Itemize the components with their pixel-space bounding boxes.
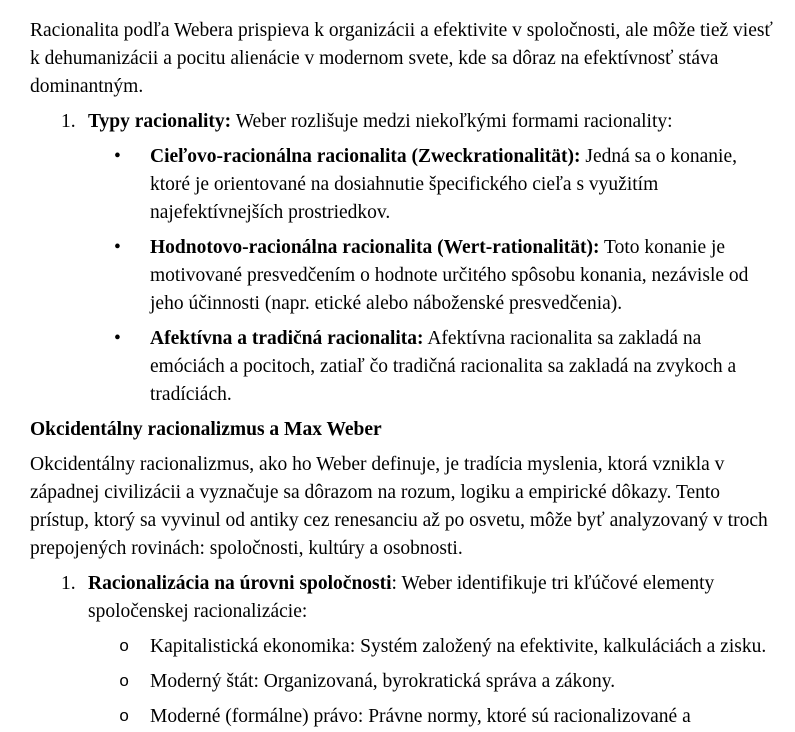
bullet-icon: • — [114, 146, 121, 167]
circle-bullet-icon: o — [119, 638, 130, 657]
list-item-typy-racionality — [30, 108, 779, 136]
sub-bullet-moderny-stat — [30, 668, 779, 696]
intro-paragraph: Racionalita podľa Webera prispieva k organizácii a efektivite v spoločnosti, ale môže tiež viesť k dehumanizácii a pocitu alienácie v modernom svete, kde sa dôraz na efektívnosť stáva dominantným. — [30, 20, 773, 97]
bullet-text: Jedná sa o konanie, ktoré je orientované na dosiahnutie špecifického cieľa s využitím najefektívnejších prostriedkov. — [150, 146, 737, 223]
bullet-icon: • — [114, 237, 121, 258]
circle-bullet-icon: o — [119, 673, 130, 692]
list-number: 1. — [61, 573, 76, 594]
bullet-text: Afektívna racionalita sa zakladá na emóciách a pocitoch, zatiaľ čo tradičná racionalita sa zakladá na zvykoch a tradíciách. — [150, 328, 737, 405]
bullet-item-afektivna-tradicna — [30, 325, 779, 409]
bullet-icon: • — [114, 328, 121, 349]
bullet-text: Toto konanie je motivované presvedčením o hodnote určitého spôsobu konania, nezávisle od jeho účinnosti (napr. etické alebo náboženské presvedčenia). — [150, 237, 749, 314]
list-item-text: Weber rozlišuje medzi niekoľkými formami racionality: — [231, 111, 673, 132]
sub-bullet-text: Moderné (formálne) právo: Právne normy, ktoré sú racionalizované a — [150, 706, 691, 727]
bullet-bold-label: Afektívna a tradičná racionalita: — [150, 328, 424, 349]
circle-bullet-icon: o — [119, 708, 130, 727]
sub-bullet-text: Moderný štát: Organizovaná, byrokratická správa a zákony. — [150, 671, 616, 692]
bullet-item-wertrationalitat — [30, 234, 779, 318]
occidental-paragraph: Okcidentálny racionalizmus, ako ho Weber definuje, je tradícia myslenia, ktorá vznikla v západnej civilizácii a vyznačuje sa dôrazom na rozum, logiku a empirické dôkazy. Tento prístup, ktorý sa vyvinul od antiky cez renesanciu až po osvetu, môže byť analyzovaný v troch prepojených rovinách: spoločnosti, kultúry a osobnosti. — [30, 454, 768, 559]
sub-bullet-moderne-pravo — [30, 703, 779, 731]
section-heading: Okcidentálny racionalizmus a Max Weber — [30, 419, 382, 440]
bullet-item-zweckrationalitat — [30, 143, 779, 227]
list-number: 1. — [61, 111, 76, 132]
list-item-bold-label: Typy racionality: — [88, 111, 232, 132]
list-item-text: : Weber identifikuje tri kľúčové elementy spoločenskej racionalizácie: — [88, 573, 715, 622]
sub-bullet-text: Kapitalistická ekonomika: Systém založený na efektivite, kalkuláciách a zisku. — [150, 636, 767, 657]
list-item-racionalizacia — [30, 570, 779, 626]
sub-bullet-kapitalisticka-ekonomika — [30, 633, 779, 661]
bullet-bold-label: Hodnotovo-racionálna racionalita (Wert-rationalität): — [150, 237, 600, 258]
bullet-bold-label: Cieľovo-racionálna racionalita (Zweckrationalität): — [150, 146, 581, 167]
list-item-bold-label: Racionalizácia na úrovni spoločnosti — [88, 573, 392, 594]
